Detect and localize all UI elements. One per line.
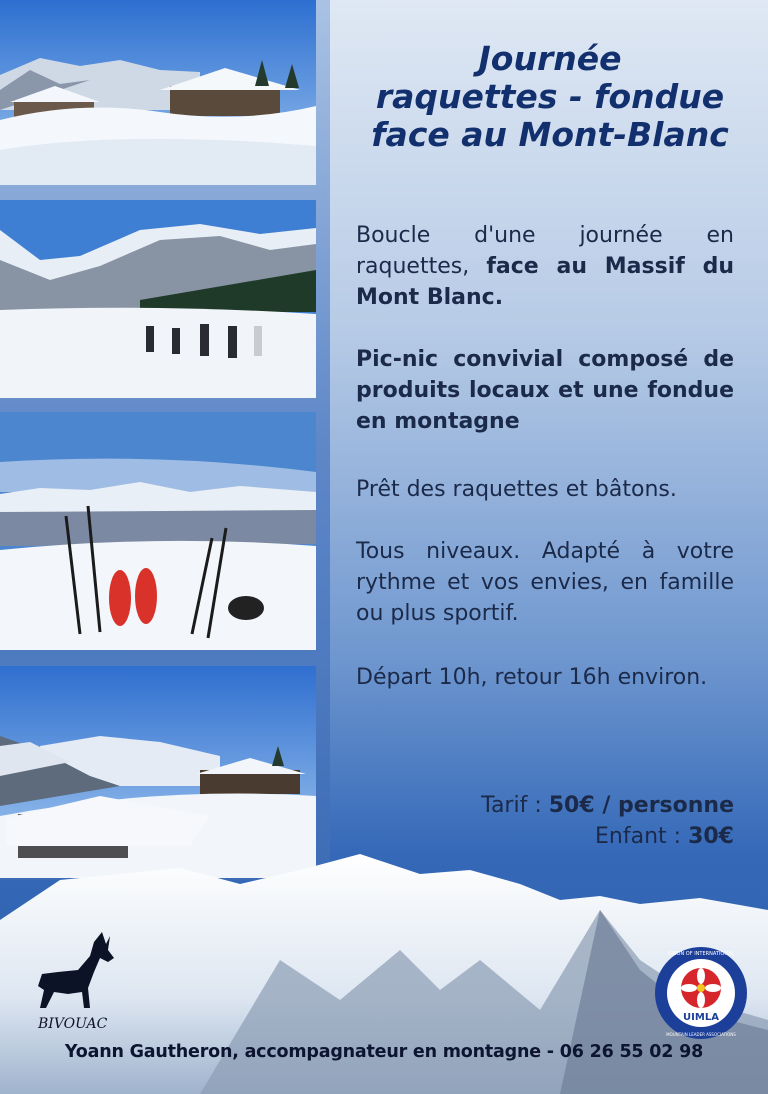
picnic-text: Pic-nic convivial composé de produits locaux et une fondue en montagne [356,347,734,434]
paragraph-route [356,220,734,313]
uimla-wordmark: UIMLA [683,1012,719,1023]
title-line-1: Journée [478,39,622,78]
footer-contact: Yoann Gautheron, accompagnateur en montagne - 06 26 55 02 98 [64,1042,704,1062]
uimla-badge [654,946,748,1040]
price-adult [481,790,734,821]
route-text: Boucle d'une journée en raquettes, [356,223,734,279]
uimla-ring-bottom: MOUNTAIN LEADER ASSOCIATIONS [666,1032,736,1037]
paragraph-picnic [356,344,734,437]
title-line-2: raquettes - fondue [375,77,725,116]
price-child-label: Enfant : [595,824,689,849]
price-adult-label: Tarif : [481,793,549,818]
bivouac-wordmark: BIVOUAC [38,1016,108,1032]
photo-chalets-snow [0,0,316,185]
price-child-value: 30€ [688,824,734,849]
price-adult-value: 50€ / personne [548,793,734,818]
bivouac-logo [28,928,128,1036]
photo-snowshoes-poles [0,412,316,650]
paragraph-schedule: Départ 10h, retour 16h environ. [356,665,708,690]
route-highlight: face au Massif du Mont Blanc. [356,254,734,310]
page-title [340,40,760,154]
chamois-icon [38,932,114,1008]
paragraph-levels: Tous niveaux. Adapté à votre rythme et vos envies, en famille ou plus sportif. [356,539,734,626]
title-line-3: face au Mont-Blanc [371,115,729,154]
paragraph-equipment: Prêt des raquettes et bâtons. [356,477,677,502]
uimla-ring-top: UNION OF INTERNATIONAL [667,951,735,957]
photo-snowshoe-group [0,200,316,398]
